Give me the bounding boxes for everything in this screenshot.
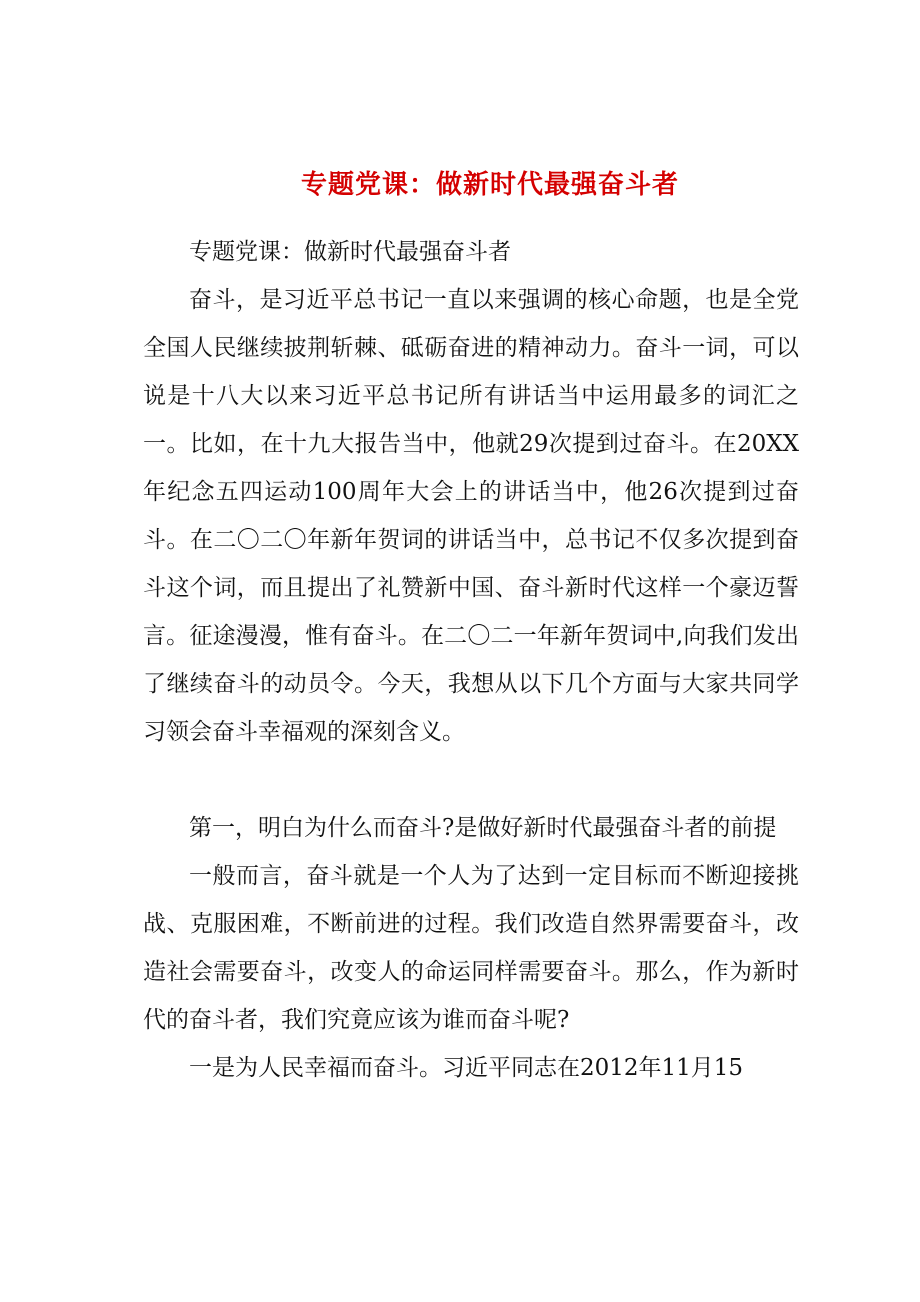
paragraph-definition: 一般而言，奋斗就是一个人为了达到一定目标而不断迎接挑战、克服困难，不断前进的过程。我们改造自然界需要奋斗，改造社会需要奋斗，改变人的命运同样需要奋斗。那么，作为新时代的奋斗者，我们究竟应该为谁而奋斗呢?	[143, 863, 799, 1033]
document-body	[143, 228, 799, 1092]
section-heading: 第一，明白为什么而奋斗?是做好新时代最强奋斗者的前提	[189, 815, 777, 841]
paragraph-intro: 奋斗，是习近平总书记一直以来强调的核心命题，也是全党全国人民继续披荆斩棘、砥砺奋进的精神动力。奋斗一词，可以说是十八大以来习近平总书记所有讲话当中运用最多的词汇之一。比如，在十九大报告当中，他就29次提到过奋斗。在20XX年纪念五四运动100周年大会上的讲话当中，他26次提到过奋斗。在二〇二〇年新年贺词的讲话当中，总书记不仅多次提到奋斗这个词，而且提出了礼赞新中国、奋斗新时代这样一个豪迈誓言。征途漫漫，惟有奋斗。在二〇二一年新年贺词中,向我们发出了继续奋斗的动员令。今天，我想从以下几个方面与大家共同学习领会奋斗幸福观的深刻含义。	[143, 287, 799, 745]
paragraph-point-one: 一是为人民幸福而奋斗。习近平同志在2012年11月15	[189, 1055, 744, 1081]
paragraph-subtitle: 专题党课：做新时代最强奋斗者	[189, 239, 511, 265]
document-title: 专题党课：做新时代最强奋斗者	[300, 170, 679, 200]
